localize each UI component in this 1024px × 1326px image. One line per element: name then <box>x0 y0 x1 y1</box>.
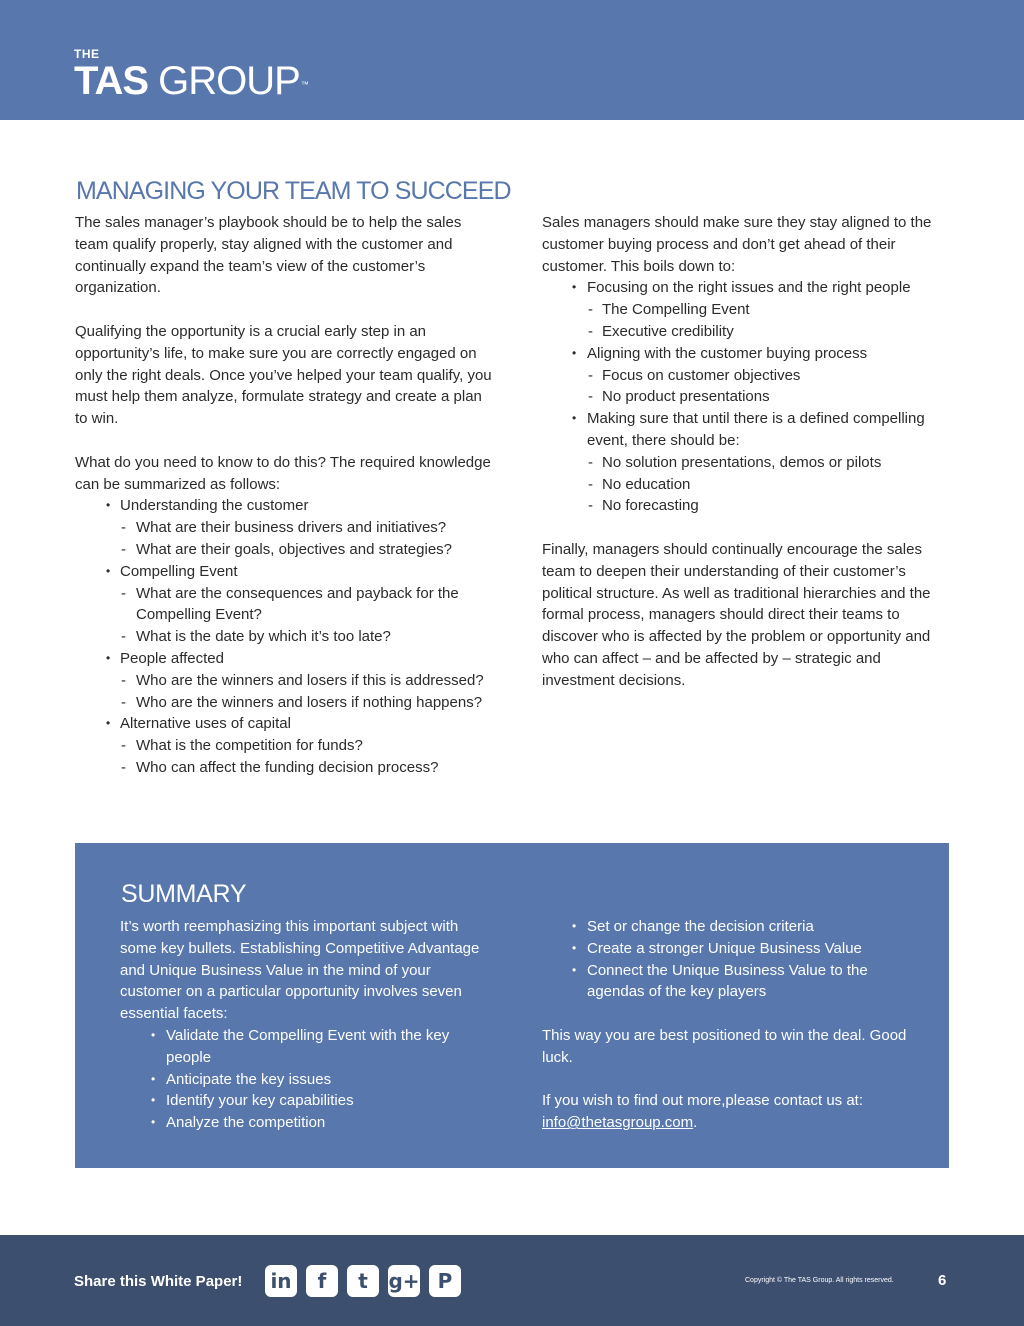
list-item: • Understanding the customer <box>75 495 495 517</box>
social-share-icons <box>265 1265 461 1297</box>
list-item: • People affected <box>75 648 495 670</box>
required-knowledge-list <box>75 495 495 778</box>
list-item: • Compelling Event <box>75 561 495 583</box>
list-item: • Validate the Compelling Event with the key people <box>120 1025 490 1069</box>
google-plus-icon[interactable]: g+ <box>388 1265 420 1297</box>
contact-email-link[interactable]: info@thetasgroup.com <box>542 1114 694 1132</box>
pinterest-icon[interactable]: P <box>429 1265 461 1297</box>
summary-contact: If you wish to find out more,please contact us at: <box>542 1092 864 1110</box>
list-subitem: - Who are the winners and losers if nothing happens? <box>75 692 495 714</box>
list-item: • Making sure that until there is a defined compelling event, there should be: <box>542 408 942 452</box>
list-subitem: - No education <box>542 474 942 496</box>
list-item: • Set or change the decision criteria <box>542 916 922 938</box>
list-subitem: - What are their goals, objectives and strategies? <box>75 539 495 561</box>
logo-wordmark <box>74 61 308 101</box>
list-item: • Focusing on the right issues and the right people <box>542 277 942 299</box>
list-item: • Analyze the competition <box>120 1112 490 1134</box>
summary-right-column <box>542 916 922 1134</box>
summary-closing: This way you are best positioned to win the deal. Good luck. <box>542 1026 907 1066</box>
logo-trademark: ™ <box>300 80 308 89</box>
left-paragraph-2: Qualifying the opportunity is a crucial early step in an opportunity’s life, to make sure you are correctly engaged on only the right deals. Once you’ve helped your team qualify, you must help them analyze, formulate strategy and create a plan to win. <box>75 322 492 428</box>
list-item: • Connect the Unique Business Value to the agendas of the key players <box>542 960 922 1004</box>
list-subitem: - What are the consequences and payback for the Compelling Event? <box>75 583 495 627</box>
list-item: • Identify your key capabilities <box>120 1090 490 1112</box>
list-subitem: - What are their business drivers and initiatives? <box>75 517 495 539</box>
summary-right-bullets <box>542 916 922 1003</box>
contact-line <box>542 1112 922 1134</box>
list-subitem: - Who can affect the funding decision process? <box>75 757 495 779</box>
summary-box <box>75 843 949 1168</box>
footer-bar <box>0 1235 1024 1326</box>
email-suffix: . <box>693 1114 698 1132</box>
left-column <box>75 212 495 779</box>
left-paragraph-3: What do you need to know to do this? The required knowledge can be summarized as follows: <box>75 453 491 493</box>
list-subitem: - No solution presentations, demos or pilots <box>542 452 942 474</box>
list-subitem: - What is the competition for funds? <box>75 735 495 757</box>
summary-title: SUMMARY <box>121 880 247 908</box>
header-banner <box>0 0 1024 120</box>
tas-group-logo <box>74 48 308 101</box>
list-item: • Anticipate the key issues <box>120 1069 490 1091</box>
share-label: Share this White Paper! <box>74 1273 243 1290</box>
right-column <box>542 212 942 692</box>
linkedin-icon[interactable]: in <box>265 1265 297 1297</box>
summary-intro: It’s worth reemphasizing this important subject with some key bullets. Establishing Competitive Advantage and Unique Business Value in the mind of your customer on a particular opportunity involves seven essential facets: <box>120 918 480 1023</box>
twitter-icon[interactable]: t <box>347 1265 379 1297</box>
page-title: MANAGING YOUR TEAM TO SUCCEED <box>76 177 511 205</box>
list-subitem: - Focus on customer objectives <box>542 365 942 387</box>
list-subitem: - No product presentations <box>542 386 942 408</box>
list-subitem: - Who are the winners and losers if this is addressed? <box>75 670 495 692</box>
list-subitem: - The Compelling Event <box>542 299 942 321</box>
right-paragraph-1: Sales managers should make sure they stay aligned to the customer buying process and don’t get ahead of their customer. This boils down to: <box>542 214 932 275</box>
list-item: • Alternative uses of capital <box>75 713 495 735</box>
list-item: • Create a stronger Unique Business Value <box>542 938 922 960</box>
list-item: • Aligning with the customer buying process <box>542 343 942 365</box>
logo-group: GROUP <box>158 59 300 103</box>
logo-tas: TAS <box>74 59 149 103</box>
page-number: 6 <box>938 1272 947 1289</box>
summary-left-column <box>120 916 490 1134</box>
list-subitem: - Executive credibility <box>542 321 942 343</box>
list-subitem: - No forecasting <box>542 495 942 517</box>
left-paragraph-1: The sales manager’s playbook should be to help the sales team qualify properly, stay aligned with the customer and continually expand the team’s view of the customer’s organization. <box>75 214 462 297</box>
logo-the: THE <box>74 47 100 61</box>
right-paragraph-2: Finally, managers should continually encourage the sales team to deepen their understanding of their customer’s political structure. As well as traditional hierarchies and the formal process, managers should direct their teams to discover who is affected by the problem or opportunity and who can affect – and be affected by – strategic and investment decisions. <box>542 540 931 689</box>
alignment-list <box>542 277 942 517</box>
copyright-notice: Copyright © The TAS Group. All rights reserved. <box>745 1277 894 1284</box>
facebook-icon[interactable]: f <box>306 1265 338 1297</box>
list-subitem: - What is the date by which it’s too late? <box>75 626 495 648</box>
summary-left-bullets <box>120 1025 490 1134</box>
